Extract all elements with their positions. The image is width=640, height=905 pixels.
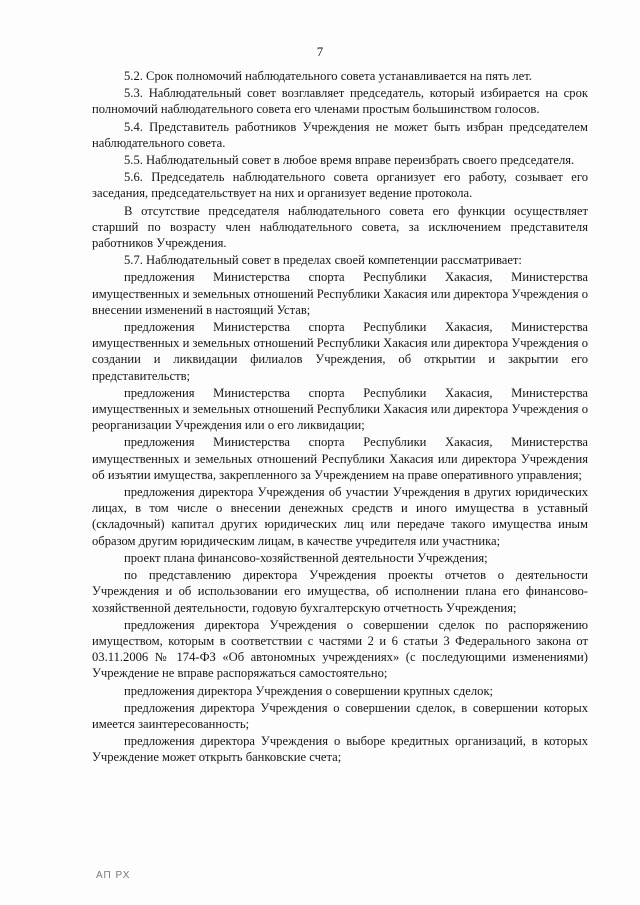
list-item: предложения директора Учреждения о совершении сделок по распоряжению имуществом, которым в соответствии с частями 2 и 6 статьи 3 Федерального закона от 03.11.2006 № 174-ФЗ «Об автономных учреждениях» (с последующими изменениями) Учреждение не вправе распоряжаться самостоятельно; bbox=[92, 617, 588, 681]
list-item: предложения директора Учреждения о выборе кредитных организаций, в которых Учреждение может открыть банковские счета; bbox=[92, 734, 588, 765]
list-item: проект плана финансово-хозяйственной деятельности Учреждения; bbox=[124, 550, 488, 565]
paragraph-5-7: 5.7. Наблюдательный совет в пределах своей компетенции рассматривает: bbox=[124, 253, 522, 268]
list-item: предложения директора Учреждения о совершении сделок, в совершении которых имеется заинтересованность; bbox=[92, 700, 588, 731]
list-item: предложения Министерства спорта Республики Хакасия, Министерства имущественных и земельных отношений Республики Хакасия или директора Учреждения об изъятии имущества, закрепленного за Учреждением на праве оперативного управления; bbox=[92, 435, 588, 482]
archive-footer-mark: АП РХ bbox=[96, 870, 131, 881]
list-item: предложения Министерства спорта Республики Хакасия, Министерства имущественных и земельных отношений Республики Хакасия или директора Учреждения о внесении изменений в настоящий Устав; bbox=[92, 270, 588, 317]
paragraph-5-6: 5.6. Председатель наблюдательного совета организует его работу, созывает его заседания, председательствует на них и организует ведение протокола. bbox=[92, 170, 588, 201]
list-item: предложения директора Учреждения об участии Учреждения в других юридических лицах, в том числе о внесении денежных средств и иного имущества в уставный (складочный) капитал других юридических лиц или передаче такого имущества иным образом другим юридическим лицам, в качестве учредителя или участника; bbox=[92, 485, 588, 548]
paragraph-5-5: 5.5. Наблюдательный совет в любое время вправе переизбрать своего председателя. bbox=[124, 153, 575, 168]
list-item: предложения Министерства спорта Республики Хакасия, Министерства имущественных и земельных отношений Республики Хакасия или директора Учреждения о создании и ликвидации филиалов Учреждения, об открытии и закрытии его представительств; bbox=[92, 320, 588, 383]
list-item: предложения Министерства спорта Республики Хакасия, Министерства имущественных и земельных отношений Республики Хакасия или директора Учреждения о реорганизации Учреждения или о его ликвидации; bbox=[92, 385, 588, 433]
paragraph-chair-absence: В отсутствие председателя наблюдательного совета его функции осуществляет старший по возрасту член наблюдательного совета, за исключением представителя работников Учреждения. bbox=[92, 203, 588, 251]
list-item: предложения директора Учреждения о совершении крупных сделок; bbox=[124, 683, 494, 698]
paragraph-5-2: 5.2. Срок полномочий наблюдательного совета устанавливается на пять лет. bbox=[124, 69, 532, 83]
paragraph-5-3: 5.3. Наблюдательный совет возглавляет председатель, который избирается на срок полномочий наблюдательного совета его членами простым большинством голосов. bbox=[92, 86, 588, 117]
document-body bbox=[92, 68, 588, 767]
page-number: 7 bbox=[316, 44, 324, 59]
paragraph-5-4: 5.4. Представитель работников Учреждения не может быть избран председателем наблюдательного совета. bbox=[92, 119, 588, 150]
list-item: по представлению директора Учреждения проекты отчетов о деятельности Учреждения и об использовании его имущества, об исполнении плана его финансово-хозяйственной деятельности, годовую бухгалтерскую отчетность Учреждения; bbox=[92, 568, 588, 615]
